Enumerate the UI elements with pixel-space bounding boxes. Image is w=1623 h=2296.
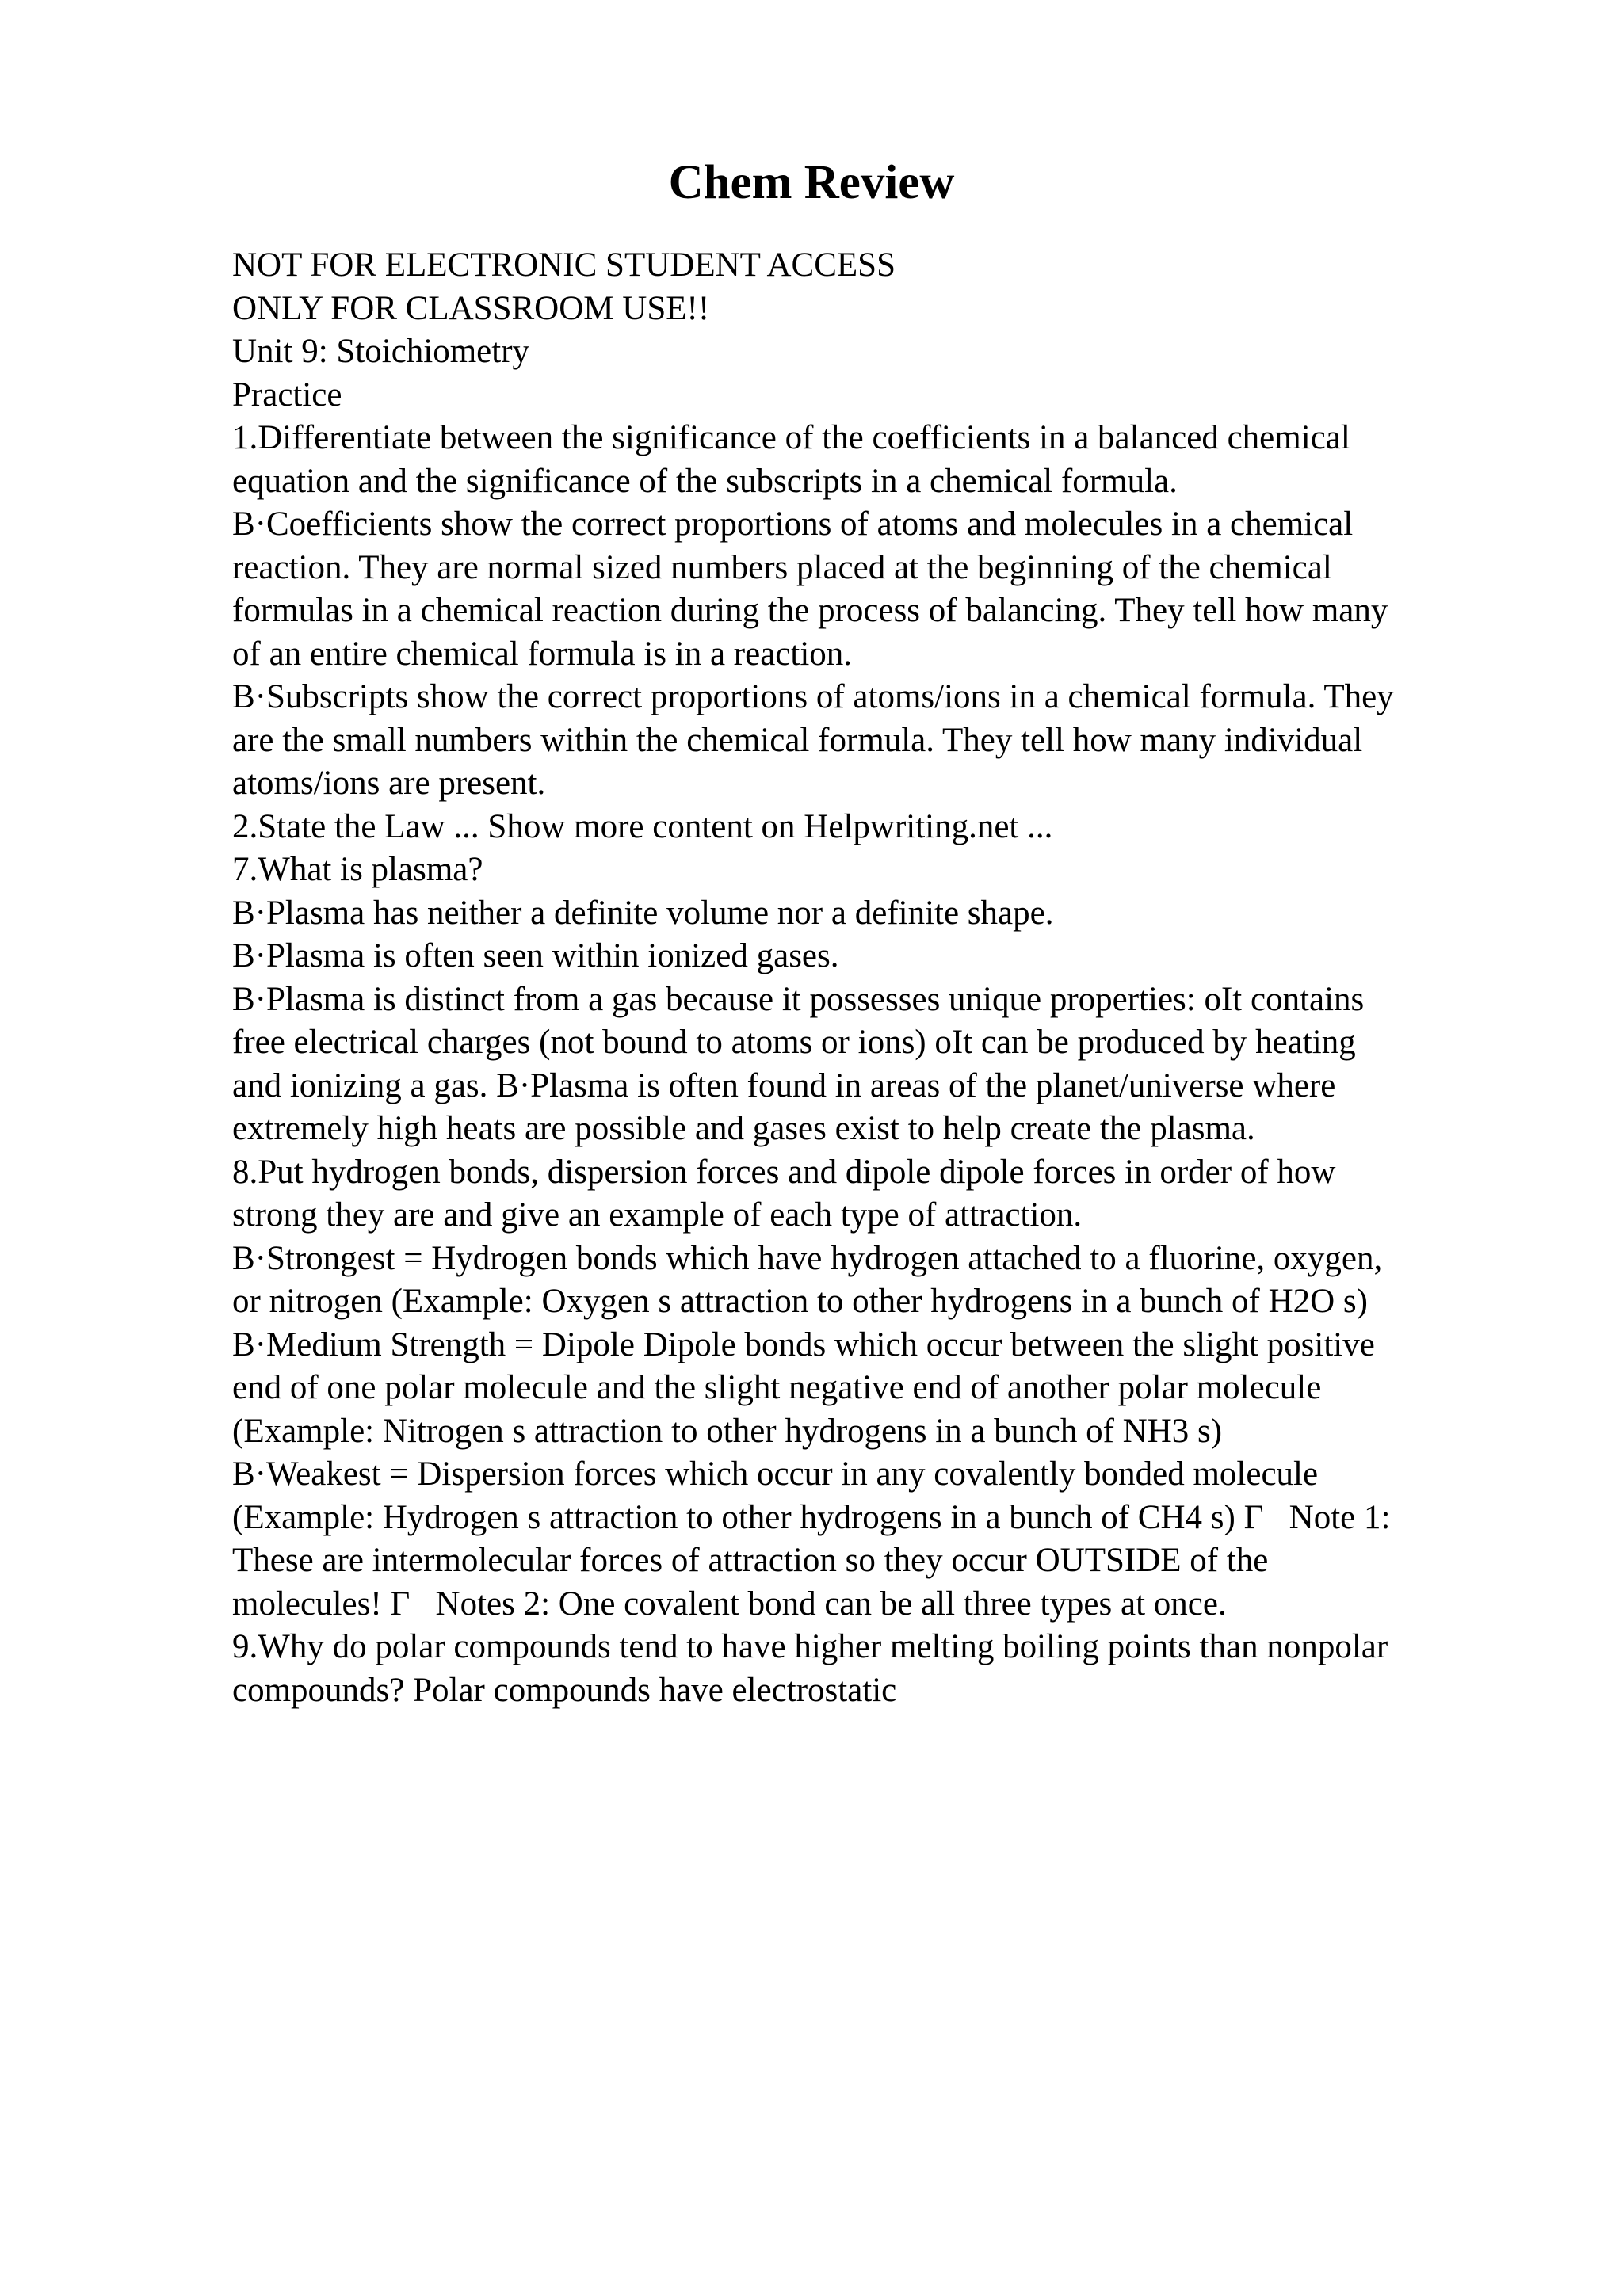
text-line: of an entire chemical formula is in a reaction.	[232, 635, 853, 673]
text-line: reaction. They are normal sized numbers placed at the beginning of the chemical	[232, 548, 1332, 586]
text-line: 2.State the Law ... Show more content on Helpwriting.net ...	[232, 807, 1053, 845]
text-line: Unit 9: Stoichiometry	[232, 333, 530, 370]
text-line: molecules! Γ Notes 2: One covalent bond can be all three types at once.	[232, 1585, 1227, 1623]
text-line: B·Plasma has neither a definite volume nor a definite shape.	[232, 894, 1054, 932]
text-line: are the small numbers within the chemical formula. They tell how many individual	[232, 721, 1363, 759]
text-line: formulas in a chemical reaction during the process of balancing. They tell how many	[232, 592, 1388, 629]
text-line: 9.Why do polar compounds tend to have higher melting boiling points than nonpolar	[232, 1628, 1388, 1665]
text-line: (Example: Hydrogen s attraction to other hydrogens in a bunch of CH4 s) Γ Note 1:	[232, 1498, 1391, 1536]
document-body	[232, 244, 1532, 1712]
text-line: 8.Put hydrogen bonds, dispersion forces and dipole dipole forces in order of how	[232, 1153, 1336, 1191]
text-line: (Example: Nitrogen s attraction to other hydrogens in a bunch of NH3 s)	[232, 1412, 1223, 1450]
text-line: end of one polar molecule and the slight negative end of another polar molecule	[232, 1369, 1322, 1406]
text-line: strong they are and give an example of each type of attraction.	[232, 1196, 1083, 1234]
text-line: and ionizing a gas. B·Plasma is often found in areas of the planet/universe where	[232, 1066, 1336, 1104]
text-line: These are intermolecular forces of attraction so they occur OUTSIDE of the	[232, 1542, 1269, 1579]
text-line: B·Weakest = Dispersion forces which occur in any covalently bonded molecule	[232, 1455, 1319, 1493]
document-title: Chem Review	[668, 156, 955, 209]
text-line: atoms/ions are present.	[232, 765, 546, 802]
text-line: NOT FOR ELECTRONIC STUDENT ACCESS	[232, 246, 896, 284]
text-line: or nitrogen (Example: Oxygen s attraction to other hydrogens in a bunch of H2O s)	[232, 1283, 1368, 1320]
text-line: 1.Differentiate between the significance of the coefficients in a balanced chemical	[232, 419, 1350, 456]
text-line: extremely high heats are possible and gases exist to help create the plasma.	[232, 1110, 1255, 1147]
text-line: B·Plasma is often seen within ionized gases.	[232, 937, 839, 974]
text-line: B·Plasma is distinct from a gas because it possesses unique properties: oIt contains	[232, 980, 1365, 1018]
text-line: B·Subscripts show the correct proportions of atoms/ions in a chemical formula. They	[232, 678, 1394, 715]
text-line: Practice	[232, 376, 342, 414]
text-line: B·Strongest = Hydrogen bonds which have hydrogen attached to a fluorine, oxygen,	[232, 1239, 1383, 1277]
text-line: ONLY FOR CLASSROOM USE!!	[232, 289, 710, 327]
text-line: 7.What is plasma?	[232, 851, 483, 888]
text-line: B·Medium Strength = Dipole Dipole bonds which occur between the slight positive	[232, 1325, 1375, 1363]
text-line: equation and the significance of the subscripts in a chemical formula.	[232, 462, 1178, 500]
text-line: B·Coefficients show the correct proportions of atoms and molecules in a chemical	[232, 505, 1354, 543]
text-line: compounds? Polar compounds have electrostatic	[232, 1671, 897, 1709]
text-line: free electrical charges (not bound to atoms or ions) oIt can be produced by heating	[232, 1024, 1356, 1061]
